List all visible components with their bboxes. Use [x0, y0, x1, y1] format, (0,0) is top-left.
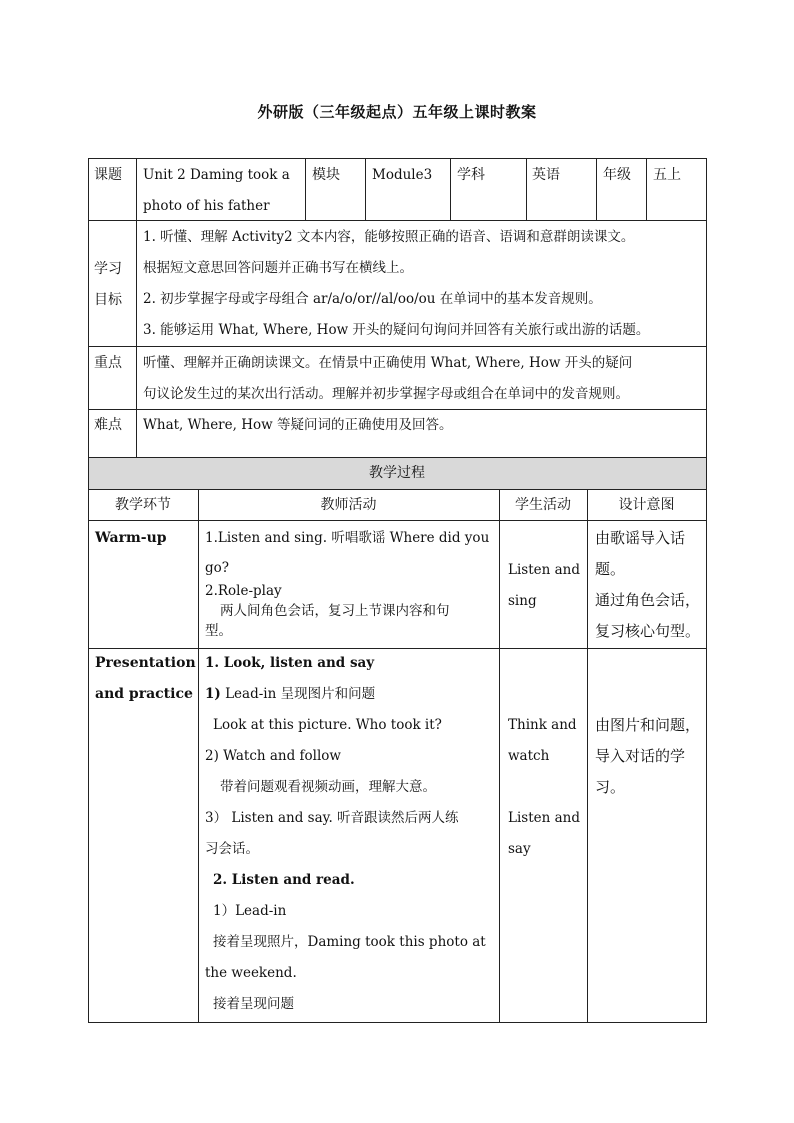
warmup-stage: Warm-up: [95, 530, 167, 546]
key-points-label: 重点: [94, 355, 122, 371]
objectives-label: 学习 目标: [94, 261, 122, 308]
column-header-teacher: 教师活动: [320, 497, 377, 513]
subject-label: 学科: [457, 167, 485, 183]
table-border: [198, 489, 199, 1023]
table-border: [305, 158, 306, 221]
table-border: [499, 489, 500, 1023]
table-border: [526, 158, 527, 221]
table-border: [88, 1022, 707, 1023]
difficulties-text: What, Where, How 等疑问词的正确使用及回答。: [143, 417, 453, 433]
column-header-stage: 教学环节: [115, 497, 171, 513]
table-border: [596, 158, 597, 221]
module-value: Module3: [372, 167, 433, 183]
subject-value: 英语: [532, 167, 560, 183]
presentation-teacher-activity: 1. Look, listen and say 1) Lead-in 呈现图片和问题 Look at this picture. Who took it? 2) Watch and follow 带着问题观看视频动画，理解大意。 3） Listen and say. 听音跟读然后两人练 习会话。 2. Listen and read. 1）Lead-in 接着呈现照片，Daming took this photo at the weekend. 接着呈现问题: [205, 655, 486, 1012]
warmup-student-activity: Listen and sing: [508, 562, 580, 609]
process-heading: 教学过程: [369, 465, 425, 481]
table-border: [587, 489, 588, 1023]
table-border: [88, 158, 89, 1023]
table-border: [136, 158, 137, 458]
page-title: 外研版（三年级起点）五年级上课时教案: [257, 103, 537, 121]
warmup-intent: 由歌谣导入话 题。 通过角色会话， 复习核心句型。: [595, 529, 701, 640]
column-header-intent: 设计意图: [618, 497, 675, 513]
table-border: [88, 158, 707, 159]
table-border: [365, 158, 366, 221]
presentation-intent: 由图片和问题， 导入对话的学 习。: [595, 716, 701, 796]
table-border: [450, 158, 451, 221]
table-border: [88, 346, 707, 347]
table-border: [706, 158, 707, 1023]
topic-value: Unit 2 Daming took a photo of his father: [143, 167, 290, 214]
warmup-teacher-activity: 1.Listen and sing. 听唱歌谣 Where did you go? 2.Role-play 两人间角色会话，复习上节课内容和句 型。: [205, 530, 490, 639]
objectives-text: 1. 听懂、理解 Activity2 文本内容，能够按照正确的语音、语调和意群朗读课文。 根据短文意思回答问题并正确书写在横线上。 2. 初步掌握字母或字母组合 ar/a/o/or//al/oo/ou 在单词中的基本发音规则。 3. 能够运用 What, Where, How 开头的疑问句询问并回答有关旅行或出游的话题。: [143, 229, 650, 338]
grade-value: 五上: [653, 167, 681, 183]
presentation-student-activity: Think and watch Listen and say: [508, 717, 580, 857]
column-header-student: 学生活动: [515, 497, 571, 513]
topic-label: 课题: [94, 167, 122, 183]
grade-label: 年级: [603, 167, 631, 183]
difficulties-label: 难点: [94, 417, 122, 433]
table-border: [646, 158, 647, 221]
module-label: 模块: [312, 167, 340, 183]
key-points-text: 听懂、理解并正确朗读课文。在情景中正确使用 What, Where, How 开头的疑问 句议论发生过的某次出行活动。理解并初步掌握字母或组合在单词中的发音规则。: [143, 355, 633, 402]
presentation-stage: Presentation and practice: [95, 655, 196, 702]
